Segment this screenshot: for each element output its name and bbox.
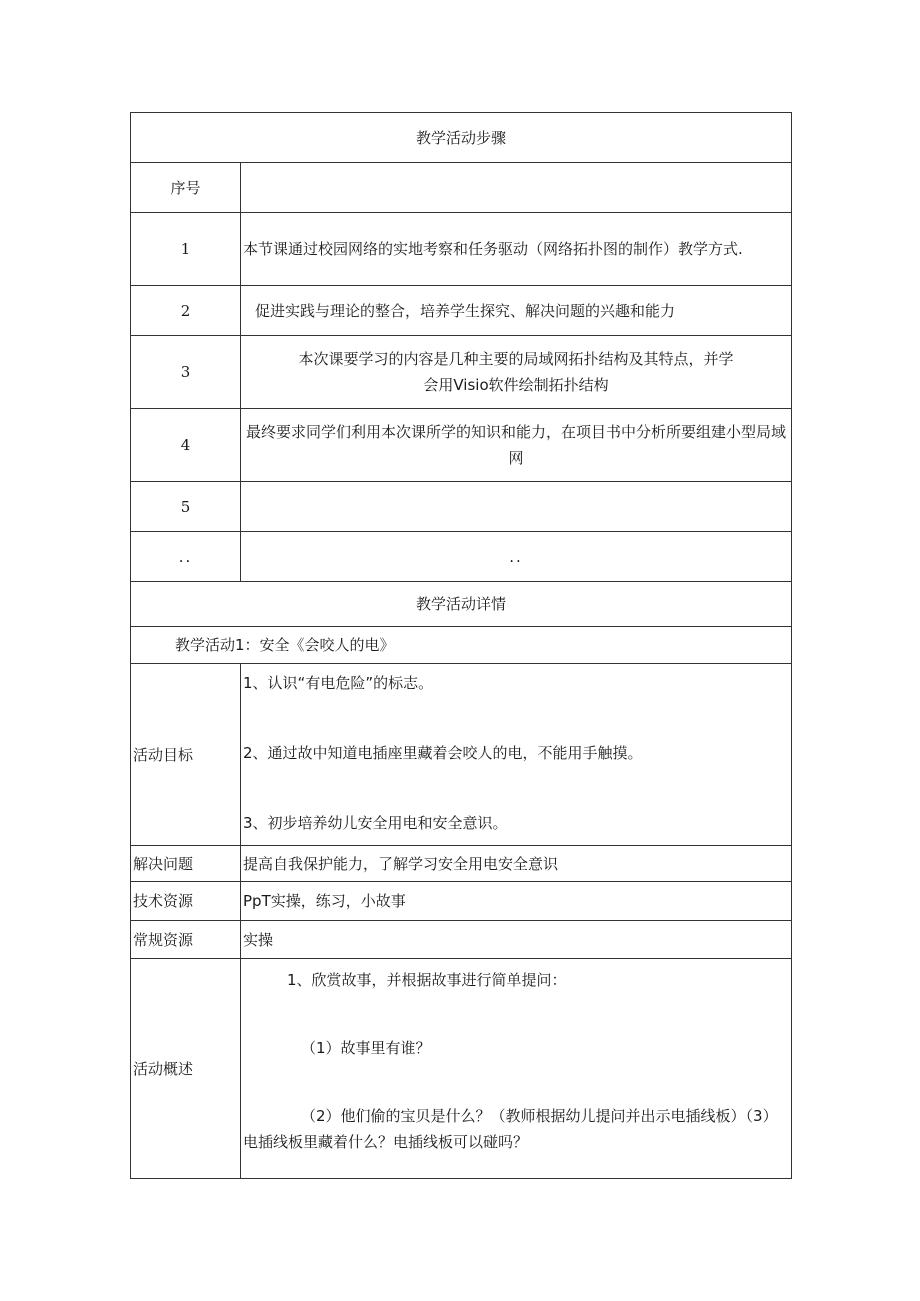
seq-header-value (241, 163, 792, 213)
step-text: .. (241, 532, 792, 582)
goal-item: 2、通过故中知道电插座里藏着会咬人的电，不能用手触摸。 (243, 744, 643, 762)
step-text: 促进实践与理论的整合，培养学生探究、解决问题的兴趣和能力 (241, 286, 792, 336)
step-text (241, 482, 792, 532)
tech-value: PpT实操，练习，小故事 (241, 882, 792, 921)
details-title: 教学活动详情 (131, 582, 792, 627)
activity-title: 教学活动1：安全《会咬人的电》 (131, 627, 792, 664)
overview-item: （2）他们偷的宝贝是什么？（教师根据幼儿提问并出示电插线板）（3）电插线板里藏着什么？电插线板可以碰吗？ (243, 1107, 778, 1151)
overview-item: （1）故事里有谁？ (301, 1039, 431, 1057)
lesson-table (130, 112, 792, 1179)
activity-title-row (131, 627, 792, 664)
step-text: 本次课要学习的内容是几种主要的局域网拓扑结构及其特点，并学会用Visio软件绘制拓扑结构 (241, 336, 792, 409)
steps-title: 教学活动步骤 (131, 113, 792, 163)
steps-title-row (131, 113, 792, 163)
step-row (131, 213, 792, 286)
step-row (131, 482, 792, 532)
regular-row (131, 921, 792, 959)
seq-header-row (131, 163, 792, 213)
step-number: .. (131, 532, 241, 582)
step-row (131, 532, 792, 582)
goal-item: 3、初步培养幼儿安全用电和安全意识。 (243, 814, 508, 832)
step-number: 1 (131, 213, 241, 286)
problem-row (131, 846, 792, 882)
problem-label: 解决问题 (131, 846, 241, 882)
overview-row (131, 959, 792, 1179)
regular-value: 实操 (241, 921, 792, 959)
step-row (131, 409, 792, 482)
goals-cell (241, 664, 792, 846)
step-number: 5 (131, 482, 241, 532)
tech-row (131, 882, 792, 921)
step-row (131, 336, 792, 409)
step-number: 2 (131, 286, 241, 336)
problem-value: 提高自我保护能力，了解学习安全用电安全意识 (241, 846, 792, 882)
step-number: 4 (131, 409, 241, 482)
regular-label: 常规资源 (131, 921, 241, 959)
tech-label: 技术资源 (131, 882, 241, 921)
step-number: 3 (131, 336, 241, 409)
overview-label: 活动概述 (131, 959, 241, 1179)
step-text: 本节课通过校园网络的实地考察和任务驱动（网络拓扑图的制作）教学方式. (241, 213, 792, 286)
seq-header: 序号 (131, 163, 241, 213)
goals-label: 活动目标 (131, 664, 241, 846)
overview-item: 1、欣赏故事，并根据故事进行简单提问： (287, 971, 567, 989)
overview-cell (241, 959, 792, 1179)
goal-item: 1、认识“有电危险”的标志。 (243, 674, 434, 692)
step-text: 最终要求同学们利用本次课所学的知识和能力，在项目书中分析所要组建小型局域网 (241, 409, 792, 482)
step-row (131, 286, 792, 336)
goals-row (131, 664, 792, 846)
details-title-row (131, 582, 792, 627)
